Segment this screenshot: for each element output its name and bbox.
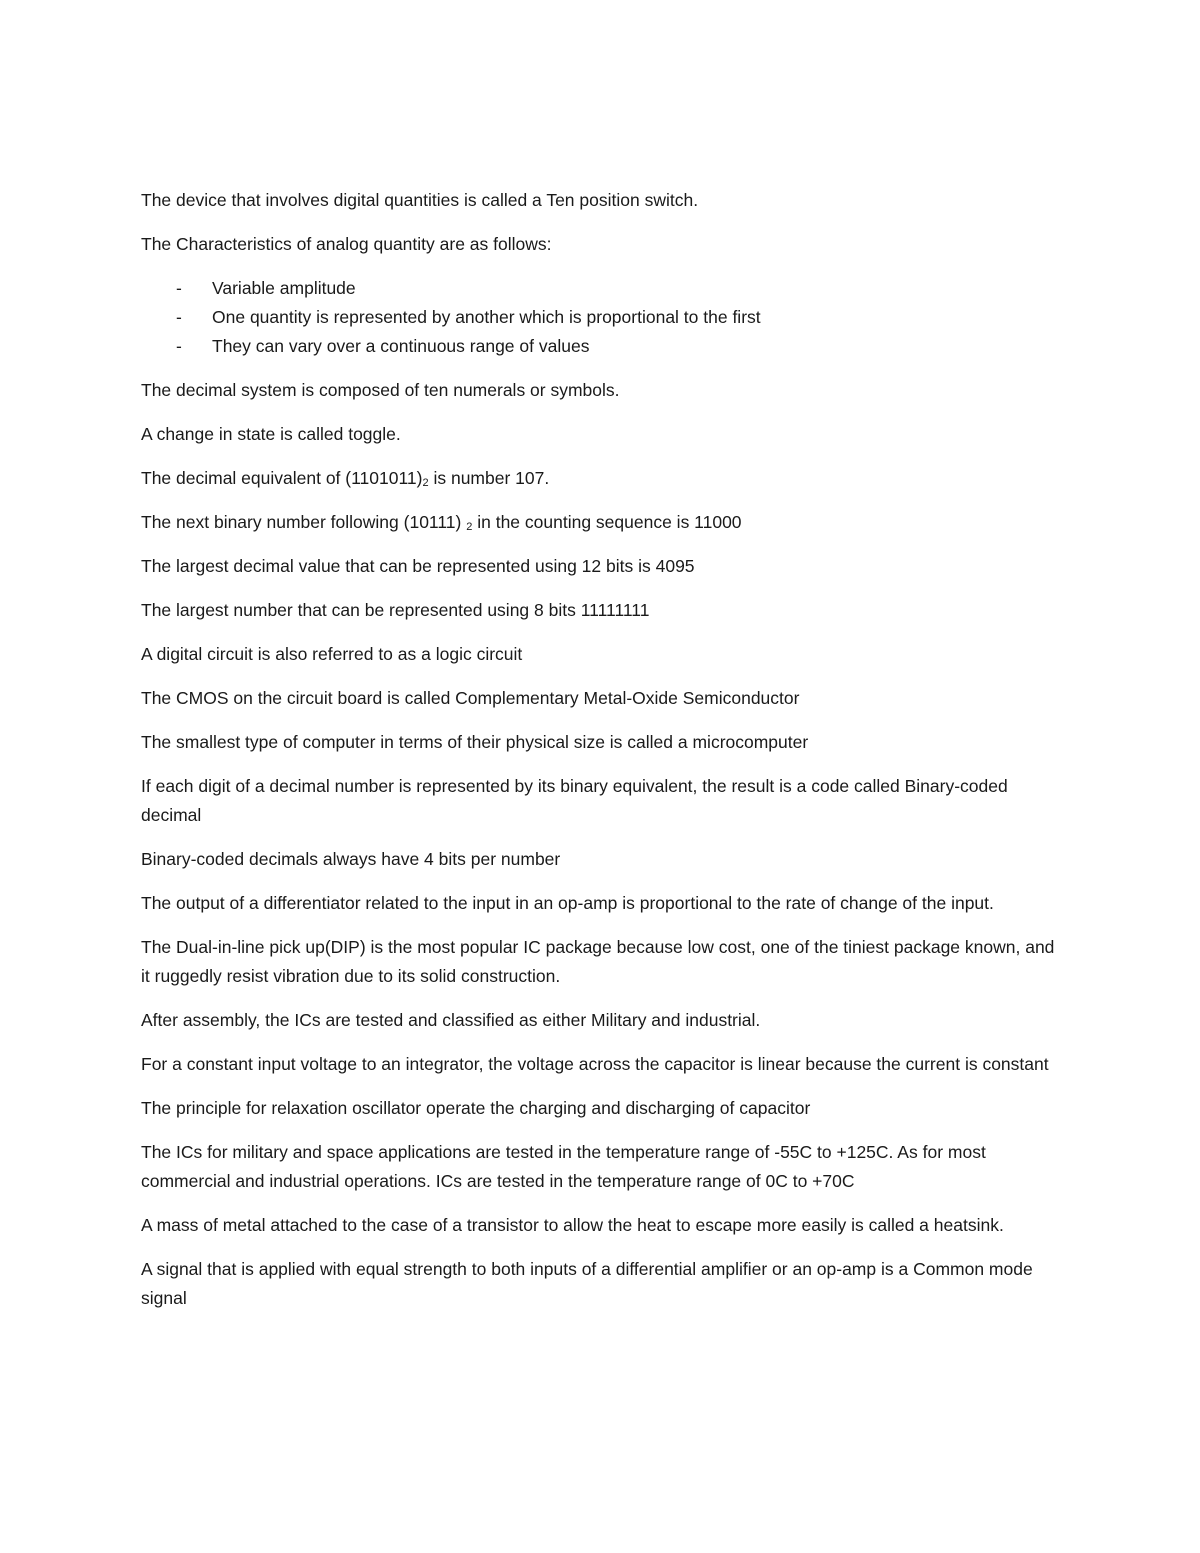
paragraph-digital-device: The device that involves digital quantities is called a Ten position switch. (141, 190, 699, 210)
list-item (141, 332, 1061, 361)
text-segment: in the counting sequence is 11000 (472, 512, 742, 532)
list-item-text: They can vary over a continuous range of values (212, 336, 590, 356)
paragraph-heatsink: A mass of metal attached to the case of a transistor to allow the heat to escape more easily is called a heatsink. (141, 1215, 1004, 1235)
bullet-marker: - (176, 336, 182, 356)
bullet-marker: - (176, 278, 182, 298)
text-segment: The next binary number following (10111) (141, 512, 467, 532)
paragraph-bcd: If each digit of a decimal number is represented by its binary equivalent, the result is a code called Binary-coded decimal (141, 776, 1008, 825)
paragraph-ic-assembly: After assembly, the ICs are tested and classified as either Military and industrial. (141, 1010, 761, 1030)
list-item (141, 303, 1061, 332)
paragraph-toggle: A change in state is called toggle. (141, 424, 401, 444)
list-item (141, 274, 1061, 303)
paragraph-differentiator: The output of a differentiator related to the input in an op-amp is proportional to the rate of change of the input. (141, 893, 994, 913)
subscript-base: 2 (422, 477, 429, 489)
paragraph-bcd-bits: Binary-coded decimals always have 4 bits per number (141, 849, 561, 869)
paragraph-dip: The Dual-in-line pick up(DIP) is the most popular IC package because low cost, one of the tiniest package known, and it ruggedly resist vibration due to its solid construction. (141, 937, 1055, 986)
text-segment: is number 107. (428, 468, 550, 488)
paragraph-common-mode: A signal that is applied with equal strength to both inputs of a differential amplifier or an op-amp is a Common mode signal (141, 1259, 1033, 1308)
list-item-text: Variable amplitude (212, 278, 356, 298)
paragraph-decimal-system: The decimal system is composed of ten numerals or symbols. (141, 380, 620, 400)
paragraph-relaxation-oscillator: The principle for relaxation oscillator operate the charging and discharging of capacitor (141, 1098, 811, 1118)
paragraph-integrator: For a constant input voltage to an integrator, the voltage across the capacitor is linear because the current is constant (141, 1054, 1049, 1074)
paragraph-microcomputer: The smallest type of computer in terms of their physical size is called a microcomputer (141, 732, 809, 752)
paragraph-decimal-equivalent (141, 464, 1061, 493)
list-item-text: One quantity is represented by another which is proportional to the first (212, 307, 761, 327)
bullet-marker: - (176, 307, 182, 327)
subscript-base: 2 (466, 521, 473, 533)
paragraph-logic-circuit: A digital circuit is also referred to as a logic circuit (141, 644, 523, 664)
document-page (141, 186, 1061, 1328)
paragraph-largest-decimal: The largest decimal value that can be represented using 12 bits is 4095 (141, 556, 695, 576)
paragraph-largest-number: The largest number that can be represented using 8 bits 11111111 (141, 600, 650, 620)
paragraph-temperature-range: The ICs for military and space applications are tested in the temperature range of -55C to +125C. As for most commercial and industrial operations. ICs are tested in the temperature range of 0C to +70C (141, 1142, 986, 1191)
text-segment: The decimal equivalent of (1101011) (141, 468, 423, 488)
paragraph-analog-characteristics: The Characteristics of analog quantity are as follows: (141, 234, 552, 254)
analog-characteristics-list (141, 274, 1061, 361)
paragraph-cmos: The CMOS on the circuit board is called Complementary Metal-Oxide Semiconductor (141, 688, 800, 708)
paragraph-next-binary (141, 508, 1061, 537)
